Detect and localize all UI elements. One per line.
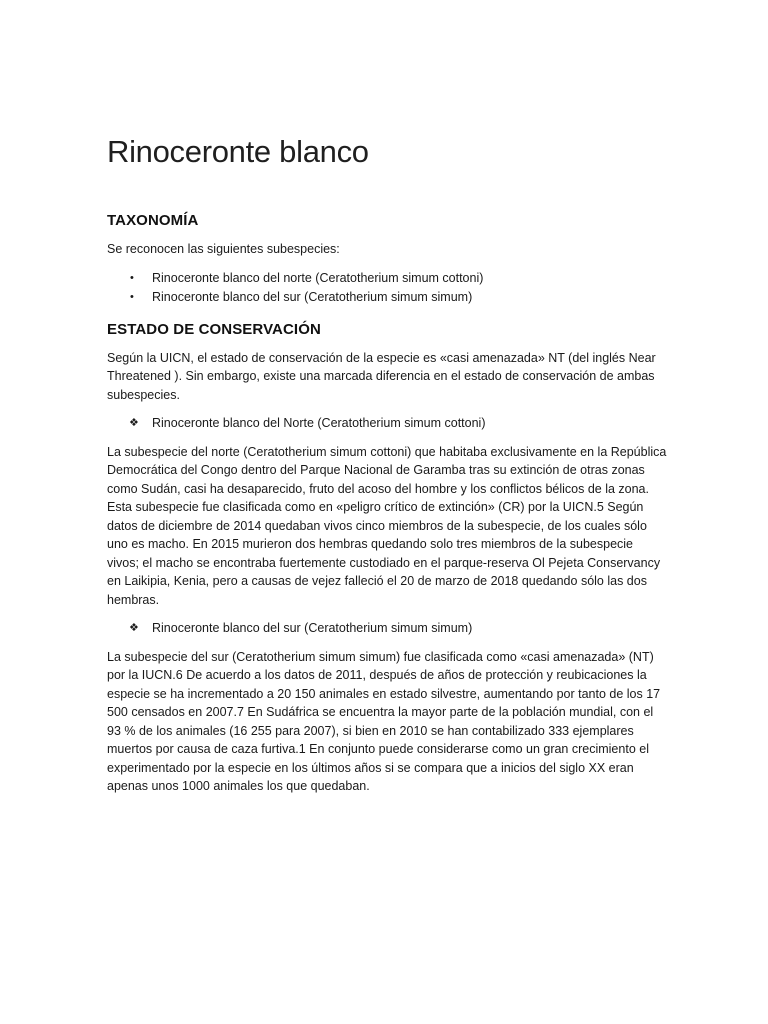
section-heading-estado: ESTADO DE CONSERVACIÓN: [107, 320, 321, 338]
diamond-bullet-icon: ❖: [129, 622, 139, 634]
document-title: Rinoceronte blanco: [107, 134, 369, 169]
subspecies-list: [107, 269, 667, 307]
subspecies-sur-label: [107, 619, 667, 638]
subspecies-sur-label-text: Rinoceronte blanco del sur (Ceratotherium simum simum): [152, 621, 473, 635]
section-heading-taxonomia: TAXONOMÍA: [107, 212, 199, 229]
subspecies-norte-label-text: Rinoceronte blanco del Norte (Ceratotherium simum cottoni): [152, 416, 486, 430]
bullet-icon: •: [130, 271, 134, 284]
document-page: [107, 130, 667, 806]
list-item: [107, 269, 667, 288]
list-item-text: Rinoceronte blanco del sur (Ceratotherium simum simum): [152, 289, 473, 304]
subspecies-sur-paragraph: La subespecie del sur (Ceratotherium simum simum) fue clasificada como «casi amenazada» (NT) por la IUCN.6 De acuerdo a los datos de 2011, después de años de protección y reubicaciones la especie se ha incrementado a 20 150 animales en estado silvestre, aumentando por tanto de los 17 500 censados en 2007.7 En Sudáfrica se encuentra la mayor parte de la población mundial, con el 93 % de los animales (16 255 para 2007), si bien en 2010 se han contabilizado 333 ejemplares muertos por causa de caza furtiva.1 En conjunto puede considerarse como un gran crecimiento el experimentado por la especie en los últimos años si se compara que a inicios del siglo XX eran apenas unos 1000 animales los que quedaban.: [107, 649, 661, 793]
taxonomia-intro: Se reconocen las siguientes subespecies:: [107, 242, 340, 256]
bullet-icon: •: [130, 290, 134, 303]
list-item-text: Rinoceronte blanco del norte (Ceratotherium simum cottoni): [152, 270, 484, 285]
diamond-bullet-icon: ❖: [129, 417, 139, 429]
subspecies-norte-paragraph: La subespecie del norte (Ceratotherium simum cottoni) que habitaba exclusivamente en la República Democrática del Congo dentro del Parque Nacional de Garamba tras su extinción de otras zonas como Sudán, casi ha desaparecido, fruto del acoso del hombre y los conflictos bélicos de la zona. Esta subespecie fue clasificada como en «peligro crítico de extinción» (CR) por la UICN.5 Según datos de diciembre de 2014 quedaban vivos cinco miembros de la subespecie, de los cuales sólo uno es macho. En 2015 murieron dos hembras quedando solo tres miembros de la subespecie vivos; el macho se encontraba fuertemente custodiado en el parque-reserva Ol Pejeta Conservancy en Laikipia, Kenia, pero a causas de vejez falleció el 20 de marzo de 2018 quedando sólo las dos hembras.: [107, 444, 667, 607]
list-item: [107, 288, 667, 307]
estado-intro: Según la UICN, el estado de conservación de la especie es «casi amenazada» NT (del inglés Near Threatened ). Sin embargo, existe una marcada diferencia en el estado de conservación de ambas subespecies.: [107, 350, 656, 402]
subspecies-norte-label: [107, 414, 667, 433]
